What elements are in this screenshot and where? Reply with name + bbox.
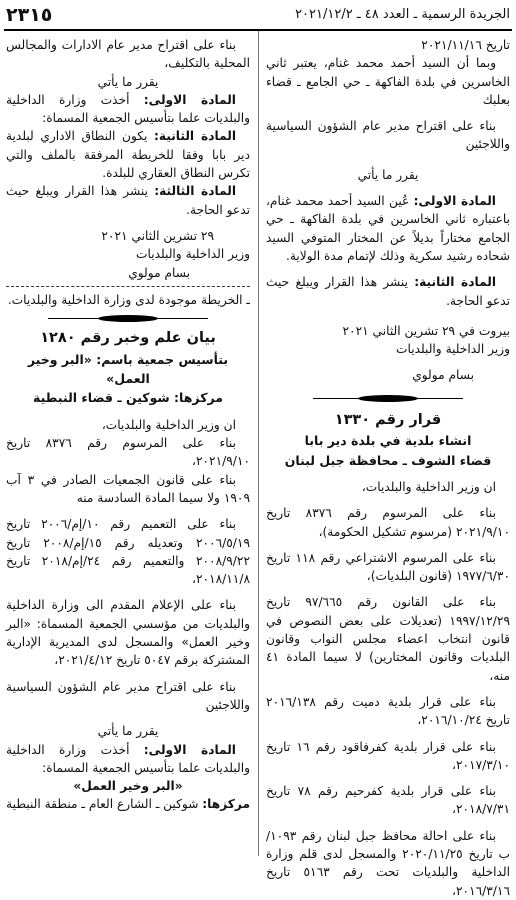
article-label: المادة الثالثة: xyxy=(154,184,236,199)
signatory: بسام مولوي xyxy=(128,265,190,280)
decides-heading: يقرر ما يأتي xyxy=(97,74,159,89)
section-separator xyxy=(48,315,208,323)
paragraph: بناء على اقتراح مدير عام الشؤون السياسية واللاجئين xyxy=(6,679,250,712)
hq-text: شوكين ـ الشارع العام ـ منطقة النبطية xyxy=(6,797,199,812)
right-column xyxy=(266,36,510,900)
paragraph: بناء على قانون الجمعيات الصادر في ٣ آب ١٩٠٩ ولا سيما المادة السادسة منه xyxy=(6,472,250,505)
minister-title: وزير الداخلية والبلديات xyxy=(136,247,250,262)
paragraph: بناء على الإعلام المقدم الى وزارة الداخلية والبلديات من مؤسسي الجمعية المسماة: «البر وخير العمل» والمسجل لدى المديرية الإدارية المشتركة برقم ٥٠٤٧ تاريخ ٢٠٢١/٤/١٢، xyxy=(6,598,250,668)
article-text: أخذت وزارة الداخلية والبلديات علما بتأسيس الجمعية المسماة: xyxy=(6,92,250,126)
article-text: عُين السيد أحمد محمد غنام، باعتباره ثاني الخاسرين في بلدة الفاكهة ـ حي الجامع مختاراً بديلاً عن المختار المتوفي السيد شحاده رشيد سكرية وذلك لإتمام مدة الولاية. xyxy=(266,194,510,263)
decides-heading: يقرر ما يأتي xyxy=(357,167,419,182)
article-text: ينشر هذا القرار ويبلغ حيث تدعو الحاجة. xyxy=(6,184,250,217)
article-text: أخذت وزارة الداخلية والبلديات علما بتأسيس الجمعية المسماة: xyxy=(6,742,250,775)
article-1 xyxy=(266,192,510,265)
intro-line: ان وزير الداخلية والبلديات، xyxy=(101,417,236,432)
hq-label: مركزها: xyxy=(202,797,250,812)
signatory: بسام مولوي xyxy=(412,368,474,383)
date-line: تاريخ ٢٠٢١/١١/١٦ xyxy=(421,38,510,52)
article-label: المادة الثانية: xyxy=(414,275,496,290)
notice-subtitle: مركزها: شوكين ـ قضاء النبطية xyxy=(33,390,223,406)
headquarters xyxy=(6,795,250,813)
paragraph: بناء على اقتراح مدير عام الشؤون السياسية واللاجئين xyxy=(266,119,510,152)
paragraph: بناء على القانون رقم ٩٧/٦٦٥ تاريخ ١٩٩٧/١٢/٢٩ (تعديلات على بعض النصوص في قانون انتخاب اعضاء مجلس النواب وقانون البلديات وقانون المختارين) لا سيما المادة ٤١ منه، xyxy=(266,595,510,683)
paragraph: بناء على قرار بلدية كفرحيم رقم ٧٨ تاريخ ٢٠١٨/٧/٣١، xyxy=(266,784,510,817)
paragraph: بناء على اقتراح مدير عام الادارات والمجالس المحلية بالتكليف، xyxy=(6,38,250,71)
article-label: المادة الاولى: xyxy=(143,92,236,107)
notice-title: بيان علم وخبر رقم ١٢٨٠ xyxy=(40,330,216,347)
article-1 xyxy=(6,741,250,778)
paragraph: بناء على المرسوم الاشتراعي رقم ١١٨ تاريخ ١٩٧٧/٦/٣٠ (قانون البلديات)، xyxy=(266,550,510,584)
map-note: ـ الخريطة موجودة لدى وزارة الداخلية والبلديات. xyxy=(7,292,250,307)
association-name xyxy=(6,777,250,795)
issue-info: الجريدة الرسمية ـ العدد ٤٨ ـ ٢٠٢١/١٢/٢ xyxy=(295,7,510,22)
article-text: يكون النطاق الاداري لبلدية دير بابا وفقا للخريطة المرفقة بالملف والتي تكرس النطاق العقاري للبلدة. xyxy=(6,129,250,181)
decision-title: قرار رقم ١٣٣٠ xyxy=(334,411,442,428)
paragraph: بناء على قرار بلدية كفرفاقود رقم ١٦ تاريخ ٢٠١٧/٣/١٠، xyxy=(266,739,510,772)
section-separator xyxy=(313,395,463,403)
left-column xyxy=(6,36,250,814)
decision-subtitle: انشاء بلدية في بلدة دير بابا xyxy=(304,433,472,449)
intro-line: ان وزير الداخلية والبلديات، xyxy=(361,479,496,494)
paragraph: بناء على قرار بلدية دميت رقم ٢٠١٦/١٣٨ تاريخ ٢٠١٦/١٠/٢٤، xyxy=(266,694,510,728)
association-name-text: «البر وخير العمل» xyxy=(73,779,183,794)
signature-date: ٢٩ تشرين الثاني ٢٠٢١ xyxy=(101,228,214,243)
page-number: ٢٣١٥ xyxy=(6,4,53,26)
dashed-divider xyxy=(6,286,250,287)
article-label: المادة الاولى: xyxy=(413,194,496,209)
decides-heading: يقرر ما يأتي xyxy=(97,724,159,739)
decision-subtitle: قضاء الشوف ـ محافظة جبل لبنان xyxy=(284,452,492,468)
place-date: بيروت في ٢٩ تشرين الثاني ٢٠٢١ xyxy=(342,323,510,338)
column-divider xyxy=(258,31,259,856)
article-1 xyxy=(6,91,250,128)
article-label: المادة الثانية: xyxy=(153,129,237,144)
notice-subtitle: بتأسيس جمعية باسم: «البر وخير العمل» xyxy=(27,351,229,386)
paragraph: بناء على احالة محافظ جبل لبنان رقم ١٠٩٣/ب تاريخ ٢٠٢٠/١١/٢٥ والمسجل لدى قلم وزارة الداخلية والبلديات تحت رقم ٥١٦٣ تاريخ ٢٠١٦/٣/١٦، xyxy=(266,828,510,898)
paragraph: بناء على المرسوم رقم ٨٣٧٦ تاريخ ٢٠٢١/٩/١٠ (مرسوم تشكيل الحكومة)، xyxy=(266,506,510,539)
paragraph: وبما أن السيد أحمد محمد غنام، يعتبر ثاني الخاسرين في بلدة الفاكهة ـ حي الجامع ـ قضاء بعلبك xyxy=(266,56,510,107)
minister-title: وزير الداخلية والبلديات xyxy=(396,342,510,357)
page-header xyxy=(6,4,510,26)
paragraph: بناء على التعميم رقم ١٠/إم/٢٠٠٦ تاريخ ٢٠٠٦/٥/١٩ وتعديله رقم ١٥/إم/٢٠٠٨ تاريخ ٢٠٠٨/٩/٢٢ والتعميم رقم ٢٤/إم/٢٠١٨ تاريخ ٢٠١٨/١١/٨، xyxy=(6,517,250,587)
article-2 xyxy=(266,273,510,310)
paragraph: بناء على المرسوم رقم ٨٣٧٦ تاريخ ٢٠٢١/٩/١٠، xyxy=(6,436,250,469)
article-text: ينشر هذا القرار ويبلغ حيث تدعو الحاجة. xyxy=(266,275,510,308)
article-3 xyxy=(6,182,250,219)
article-label: المادة الاولى: xyxy=(143,742,236,757)
article-2 xyxy=(6,127,250,182)
